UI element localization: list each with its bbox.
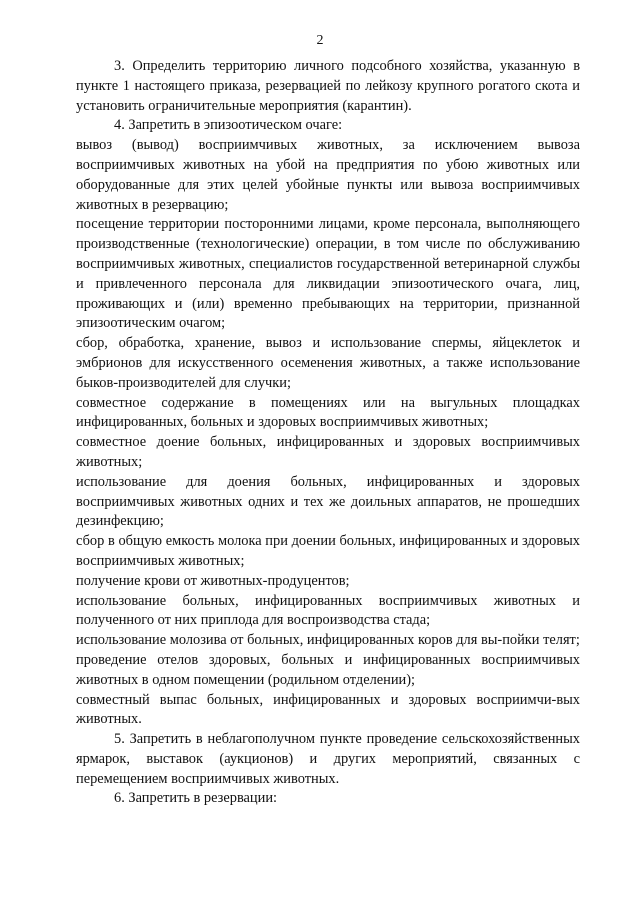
list-item-milking-equipment-ban: использование для доения больных, инфицированных и здоровых восприимчивых животных одних и тех же доильных аппаратов, не прошедших дезинфекцию; bbox=[76, 473, 580, 530]
paragraph-item-5: 5. Запретить в неблагополучном пункте проведение сельскохозяйственных ярмарок, выставок (аукционов) и других мероприятий, связанных с перемещением восприимчивых животных. bbox=[76, 731, 580, 787]
paragraph-item-4-heading: 4. Запретить в эпизоотическом очаге: bbox=[114, 117, 343, 134]
list-item-grazing-ban: совместный выпас больных, инфицированных и здоровых восприимчи-вых животных. bbox=[76, 691, 580, 728]
list-item-calving-ban: проведение отелов здоровых, больных и инфицированных восприимчивых животных в одном помещении (родильном отделении); bbox=[76, 651, 580, 688]
page-number: 2 bbox=[316, 33, 324, 48]
list-item-visit-ban: посещение территории посторонними лицами, кроме персонала, выполняющего производственные (технологические) операции, в том числе по обслуживанию восприимчивых животных, специалистов государственной ветеринарной службы и привлеченного персонала для ликвидации эпизоотического очага, лиц, проживающих и (или) временно пребывающих на территории, признанной эпизоотическим очагом; bbox=[76, 216, 580, 332]
list-item-export-ban: вывоз (вывод) восприимчивых животных, за исключением вывоза восприимчивых животных на убой на предприятия по убою животных или оборудованные для этих целей убойные пункты или вывоза восприимчивых животных в резервацию; bbox=[76, 137, 580, 213]
paragraph-item-3: 3. Определить территорию личного подсобного хозяйства, указанную в пункте 1 настоящего приказа, резервацией по лейкозу крупного рогатого скота и установить ограничительные мероприятия (карантин). bbox=[76, 58, 580, 114]
list-item-semen-ban: сбор, обработка, хранение, вывоз и использование спермы, яйцеклеток и эмбрионов для искусственного осеменения животных, а также использование быков-производителей для случки; bbox=[76, 335, 580, 391]
list-item-reproduction-ban: использование больных, инфицированных восприимчивых животных и полученного от них приплода для воспроизводства стада; bbox=[76, 592, 580, 629]
list-item-joint-housing-ban: совместное содержание в помещениях или на выгульных площадках инфицированных, больных и здоровых восприимчивых животных; bbox=[76, 394, 580, 431]
list-item-milk-collection-ban: сбор в общую емкость молока при доении больных, инфицированных и здоровых восприимчивых животных; bbox=[76, 533, 580, 569]
list-item-blood-ban: получение крови от животных-продуцентов; bbox=[76, 572, 350, 589]
list-item-joint-milking-ban: совместное доение больных, инфицированных и здоровых восприимчивых животных; bbox=[76, 434, 580, 470]
document-body bbox=[76, 57, 580, 809]
paragraph-item-6: 6. Запретить в резервации: bbox=[114, 790, 278, 807]
list-item-colostrum-ban: использование молозива от больных, инфицированных коров для вы-пойки телят; bbox=[76, 632, 580, 649]
